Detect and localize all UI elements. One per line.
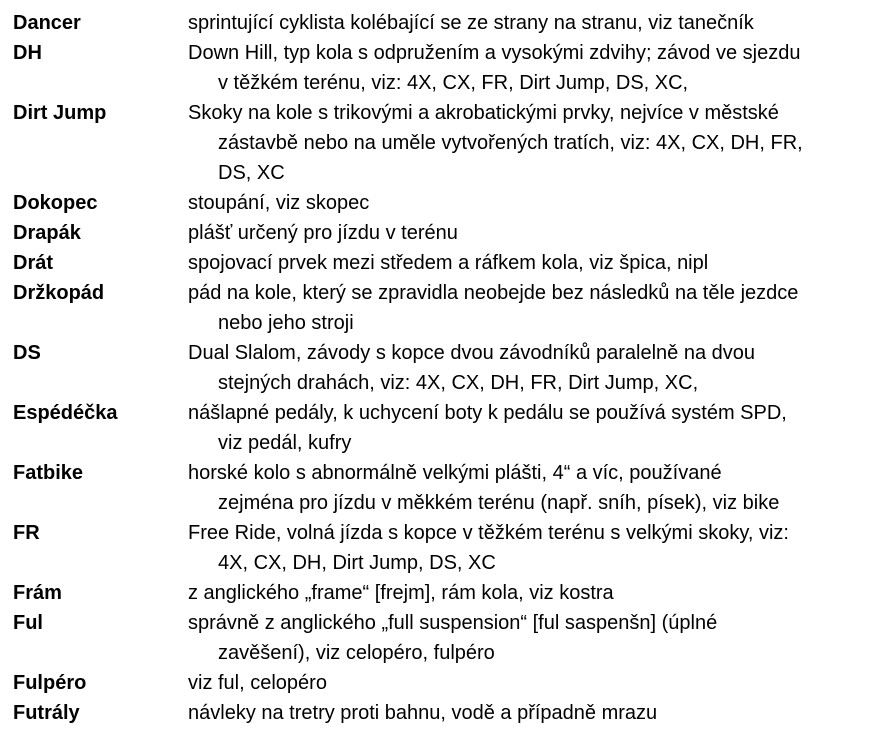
glossary-term: Ful	[13, 612, 43, 634]
definition-line: Down Hill, typ kola s odpružením a vysokými zdvihy; závod ve sjezdu	[188, 42, 801, 64]
glossary-term: Dirt Jump	[13, 102, 107, 124]
definition-line: viz ful, celopéro	[188, 672, 327, 694]
glossary-term: Drapák	[13, 222, 81, 244]
glossary-definition	[188, 458, 885, 518]
glossary-term: Fatbike	[13, 462, 84, 484]
glossary-term: Dancer	[13, 12, 81, 34]
definition-line: pád na kole, který se zpravidla neobejde bez následků na těle jezdce	[188, 282, 799, 304]
glossary-entry	[13, 248, 885, 278]
glossary-entry	[13, 98, 885, 188]
definition-line: Skoky na kole s trikovými a akrobatickými prvky, nejvíce v městské	[188, 102, 779, 124]
definition-line: DS, XC	[218, 162, 285, 184]
glossary-term: Futrály	[13, 702, 80, 724]
definition-line: správně z anglického „full suspension“ [ful saspenšn] (úplné	[188, 612, 718, 634]
glossary-entry	[13, 338, 885, 398]
glossary-definition	[188, 518, 885, 578]
definition-line: z anglického „frame“ [frejm], rám kola, viz kostra	[188, 582, 614, 604]
glossary-definition	[188, 248, 885, 278]
definition-line: viz pedál, kufry	[218, 432, 352, 454]
definition-line: horské kolo s abnormálně velkými plášti, 4“ a víc, používané	[188, 462, 722, 484]
definition-line: zavěšení), viz celopéro, fulpéro	[218, 642, 495, 664]
definition-line: plášť určený pro jízdu v terénu	[188, 222, 458, 244]
definition-line: Dual Slalom, závody s kopce dvou závodníků paralelně na dvou	[188, 342, 756, 364]
glossary-term: Espédéčka	[13, 402, 118, 424]
glossary-definition	[188, 578, 885, 608]
glossary-definition	[188, 398, 885, 458]
glossary-entry	[13, 218, 885, 248]
definition-line: Free Ride, volná jízda s kopce v těžkém terénu s velkými skoky, viz:	[188, 522, 789, 544]
glossary-term: DH	[13, 42, 42, 64]
glossary-entry	[13, 188, 885, 218]
glossary-definition	[188, 338, 885, 398]
definition-line: sprintující cyklista kolébající se ze strany na stranu, viz tanečník	[188, 12, 754, 34]
glossary-term: FR	[13, 522, 40, 544]
glossary-definition	[188, 278, 885, 338]
glossary-entry	[13, 278, 885, 338]
definition-line: návleky na tretry proti bahnu, vodě a případně mrazu	[188, 702, 658, 724]
glossary-entry	[13, 578, 885, 608]
definition-line: zástavbě nebo na uměle vytvořených tratích, viz: 4X, CX, DH, FR,	[218, 132, 803, 154]
glossary-term: Drát	[13, 252, 54, 274]
glossary-definition	[188, 668, 885, 698]
definition-line: nášlapné pedály, k uchycení boty k pedálu se používá systém SPD,	[188, 402, 787, 424]
glossary-entry	[13, 398, 885, 458]
definition-line: v těžkém terénu, viz: 4X, CX, FR, Dirt Jump, DS, XC,	[218, 72, 689, 94]
glossary-definition	[188, 38, 885, 98]
glossary-definition	[188, 98, 885, 188]
definition-line: 4X, CX, DH, Dirt Jump, DS, XC	[218, 552, 496, 574]
glossary-definition	[188, 8, 885, 38]
glossary-entry	[13, 668, 885, 698]
glossary-term: Frám	[13, 582, 62, 604]
glossary-entry	[13, 458, 885, 518]
glossary-term: Dokopec	[13, 192, 98, 214]
definition-line: spojovací prvek mezi středem a ráfkem kola, viz špica, nipl	[188, 252, 709, 274]
glossary-definition	[188, 608, 885, 668]
glossary-entry	[13, 698, 885, 728]
glossary-definition	[188, 698, 885, 728]
definition-line: zejména pro jízdu v měkkém terénu (např. sníh, písek), viz bike	[218, 492, 780, 514]
definition-line: stoupání, viz skopec	[188, 192, 370, 214]
definition-line: nebo jeho stroji	[218, 312, 354, 334]
glossary-definition	[188, 188, 885, 218]
glossary-term: Držkopád	[13, 282, 105, 304]
glossary-entry	[13, 518, 885, 578]
glossary-term: Fulpéro	[13, 672, 87, 694]
definition-line: stejných drahách, viz: 4X, CX, DH, FR, Dirt Jump, XC,	[218, 372, 699, 394]
glossary-entry	[13, 8, 885, 38]
glossary-entry	[13, 608, 885, 668]
glossary-list	[13, 8, 885, 728]
glossary-entry	[13, 38, 885, 98]
glossary-definition	[188, 218, 885, 248]
glossary-term: DS	[13, 342, 41, 364]
